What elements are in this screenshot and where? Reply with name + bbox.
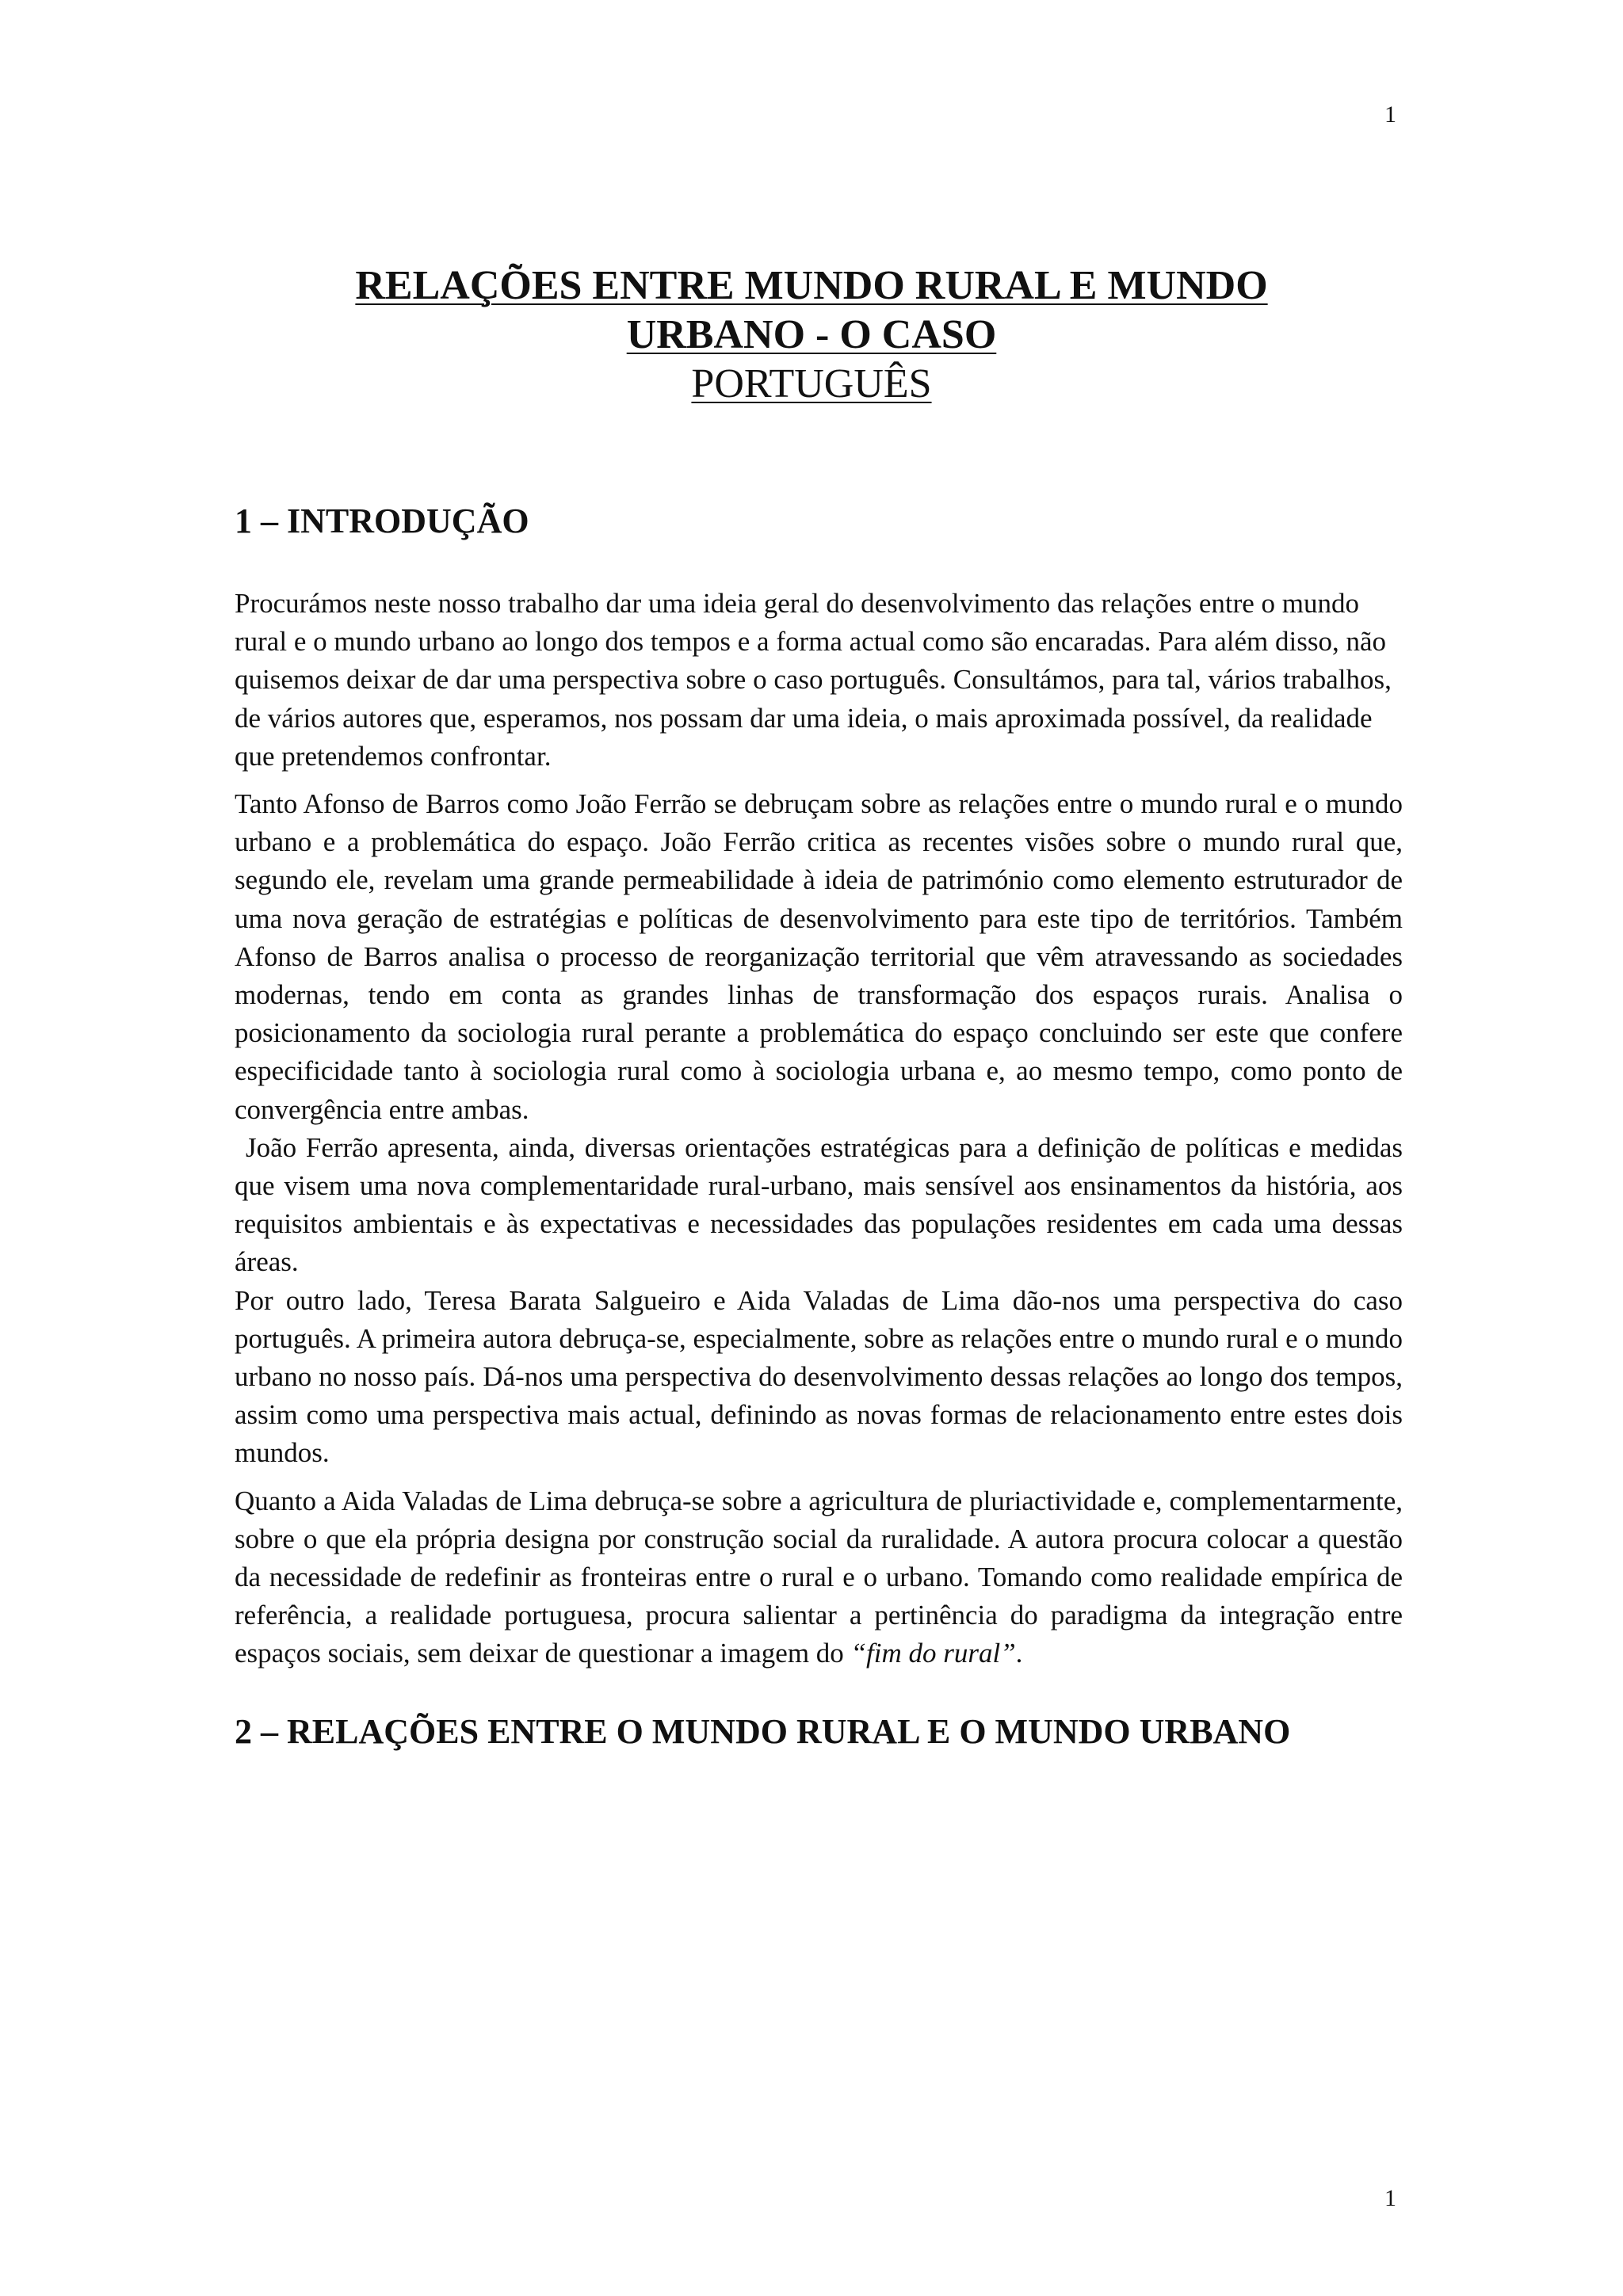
title-line-3: PORTUGUÊS: [691, 361, 932, 406]
paragraph-3: João Ferrão apresenta, ainda, diversas orientações estratégicas para a definição de políticas e medidas que visem uma nova complementaridade rural-urbano, mais sensível aos ensinamentos da história, aos requisitos ambientais e às expectativas e necessidades das populações residentes em cada uma dessas áreas.: [235, 1131, 1403, 1278]
paragraph-2: Tanto Afonso de Barros como João Ferrão se debruçam sobre as relações entre o mundo rural e o mundo urbano e a problemática do espaço. João Ferrão critica as recentes visões sobre o mundo rural que, segundo ele, revelam uma grande permeabilidade à ideia de património como elemento estruturador de uma nova geração de estratégias e políticas de desenvolvimento para este tipo de territórios. Também Afonso de Barros analisa o processo de reorganização territorial que vêm atravessando as sociedades modernas, tendo em conta as grandes linhas de transformação dos espaços rurais. Analisa o posicionamento da sociologia rural perante a problemática do espaço concluindo ser este que confere especificidade tanto à sociologia rural como à sociologia urbana e, ao mesmo tempo, como ponto de convergência entre ambas.: [235, 788, 1403, 1125]
paragraph-5-text: Quanto a Aida Valadas de Lima debruça-se sobre a agricultura de pluriactividade e, complementarmente, sobre o que ela própria designa por construção social da ruralidade. A autora procura colocar a questão da necessidade de redefinir as fronteiras entre o rural e o urbano. Tomando como realidade empírica de referência, a realidade portuguesa, procura salientar a pertinência do paradigma da integração entre espaços sociais, sem deixar de questionar a imagem do: [235, 1485, 1403, 1669]
paragraph-4: Por outro lado, Teresa Barata Salgueiro e Aida Valadas de Lima dão-nos uma perspectiva do caso português. A primeira autora debruça-se, especialmente, sobre as relações entre o mundo rural e o mundo urbano no nosso país. Dá-nos uma perspectiva do desenvolvimento dessas relações ao longo dos tempos, assim como uma perspectiva mais actual, definindo as novas formas de relacionamento entre estes dois mundos.: [235, 1284, 1403, 1469]
page-number-bottom: 1: [1384, 2185, 1396, 2211]
paragraph-5-end: .: [1015, 1638, 1023, 1669]
paragraph-1: Procurámos neste nosso trabalho dar uma ideia geral do desenvolvimento das relações entre o mundo rural e o mundo urbano ao longo dos tempos e a forma actual como são encaradas. Para além disso, não quisemos deixar de dar uma perspectiva sobre o caso português. Consultámos, para tal, vários trabalhos, de vários autores que, esperamos, nos possam dar uma ideia, o mais aproximada possível, da realidade que pretendemos confrontar.: [235, 588, 1392, 772]
paragraph-5: [235, 1482, 1403, 1673]
quote-fim-do-rural: “fim do rural”: [850, 1638, 1016, 1669]
page-number-top: 1: [1384, 101, 1396, 128]
document-title: [0, 261, 1623, 409]
title-line-1: RELAÇÕES ENTRE MUNDO RURAL E MUNDO: [355, 263, 1268, 308]
section-heading-relations: 2 – RELAÇÕES ENTRE O MUNDO RURAL E O MUNDO URBANO: [235, 1711, 1291, 1751]
document-body: [235, 499, 1403, 1754]
title-line-2: URBANO - O CASO: [626, 312, 997, 357]
section-heading-introduction: 1 – INTRODUÇÃO: [235, 502, 529, 540]
